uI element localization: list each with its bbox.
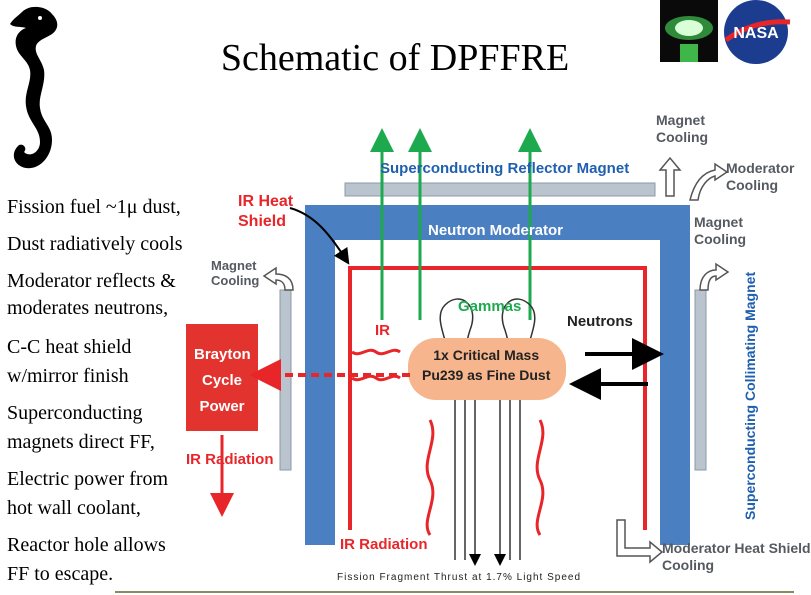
bullet-line: Moderator reflects &: [7, 270, 176, 292]
bullet-line: magnets direct FF,: [7, 431, 155, 453]
magnet-cooling-arrow-right: [700, 264, 728, 290]
bullet-line: Superconducting: [7, 402, 143, 424]
left-collimating-magnet: [280, 290, 291, 470]
magnet-cooling-arrow-left: [264, 268, 293, 290]
bullet-line: hot wall coolant,: [7, 497, 141, 519]
ir-label: IR: [375, 322, 390, 339]
moderator-cooling-arrow: [690, 164, 727, 200]
magnet-cooling-right-label: Magnet Cooling: [694, 214, 747, 247]
reflector-magnet-label: Superconducting Reflector Magnet: [380, 160, 630, 177]
bullet-line: w/mirror finish: [7, 365, 129, 387]
thrust-label: Fission Fragment Thrust at 1.7% Light Speed: [337, 572, 582, 583]
collimating-magnet-label: Superconducting Collimating Magnet: [742, 271, 758, 520]
magnet-cooling-arrow: [660, 158, 680, 196]
magnet-cooling-top-label: Magnet Cooling: [656, 112, 709, 145]
ir-heat-shield-label: IR Heat Shield: [238, 193, 294, 230]
brayton-label: Brayton Cycle Power: [194, 346, 251, 415]
moderator-cooling-label: Moderator Cooling: [726, 160, 795, 193]
bullet-line: Electric power from: [7, 468, 169, 490]
nasa-text: NASA: [733, 25, 779, 42]
bullet-line: Dust radiatively cools: [7, 233, 183, 255]
heat-shield-cooling-label: Moderator Heat Shield Cooling: [662, 540, 811, 573]
bullet-line: C-C heat shield: [7, 336, 132, 358]
reflector-magnet-bar: [345, 183, 655, 196]
magnet-cooling-left-label: Magnet Cooling: [211, 258, 260, 288]
neutrons-label: Neutrons: [567, 313, 633, 330]
gammas-label: Gammas: [458, 298, 522, 315]
critical-mass-label: 1x Critical Mass Pu239 as Fine Dust: [422, 347, 551, 383]
bullet-line: Fission fuel ~1μ dust,: [7, 196, 181, 218]
ir-radiation-bottom-label: IR Radiation: [340, 536, 428, 553]
slide-title: Schematic of DPFFRE: [220, 37, 570, 79]
right-collimating-magnet: [695, 290, 706, 470]
ir-radiation-left-label: IR Radiation: [186, 451, 274, 468]
neutron-moderator-label: Neutron Moderator: [428, 222, 563, 239]
bullet-line: Reactor hole allows: [7, 534, 166, 556]
bullet-line: FF to escape.: [7, 563, 114, 585]
bullet-line: moderates neutrons,: [7, 297, 169, 319]
